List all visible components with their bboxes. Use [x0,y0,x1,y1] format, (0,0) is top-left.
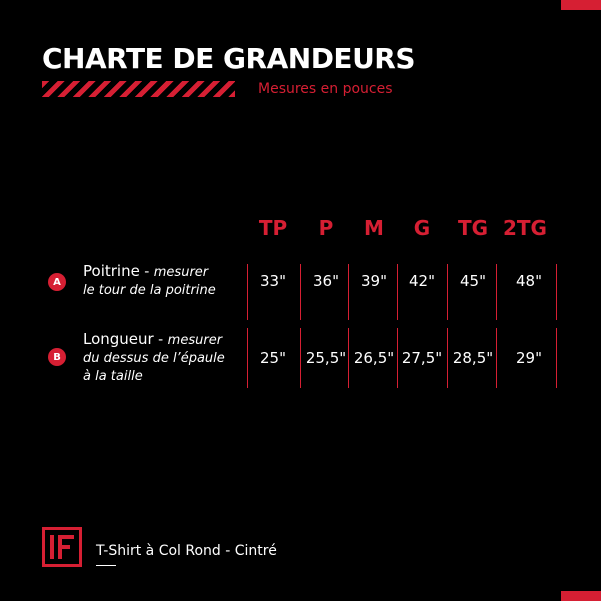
size-header-tg: TG [457,216,489,240]
row-a-desc-1: mesurer [153,265,209,280]
row-b-value-m: 26,5" [353,349,395,367]
row-b-badge: B [48,348,66,366]
size-header-tp: TP [258,216,288,240]
column-divider [556,264,557,320]
if-logo-icon [42,527,82,567]
row-b-sep: - [153,332,168,348]
row-b-value-g: 27,5" [401,349,443,367]
row-b-desc-2: du dessus de l’épaule [83,351,225,366]
size-header-g: G [413,216,431,240]
row-b-desc-3: à la taille [83,369,143,384]
row-a-sep: - [139,264,154,280]
product-underline [96,565,116,566]
column-divider [496,264,497,320]
chart-subtitle: Mesures en pouces [258,81,393,97]
row-a-value-m: 39" [361,272,387,290]
column-divider [397,264,398,320]
row-a-label [83,262,216,300]
stripe-decoration [42,81,235,97]
row-a-value-tg: 45" [460,272,486,290]
column-divider [556,328,557,388]
column-divider [447,264,448,320]
row-a-desc-2: le tour de la poitrine [83,283,216,298]
row-b-value-tg: 28,5" [452,349,494,367]
size-header-m: M [364,216,384,240]
size-header-2tg: 2TG [503,216,547,240]
column-divider [348,328,349,388]
row-b-name: Longueur [83,330,154,348]
size-header-p: P [318,216,334,240]
column-divider [300,264,301,320]
row-b-value-2tg: 29" [516,349,542,367]
row-a-value-tp: 33" [260,272,286,290]
corner-accent-top [561,0,601,10]
column-divider [496,328,497,388]
row-b-value-p: 25,5" [305,349,347,367]
corner-accent-bottom [561,591,601,601]
chart-title: CHARTE DE GRANDEURS [42,42,416,75]
column-divider [247,264,248,320]
column-divider [300,328,301,388]
column-divider [348,264,349,320]
row-a-value-2tg: 48" [516,272,542,290]
row-b-value-tp: 25" [260,349,286,367]
row-b-label [83,330,225,386]
column-divider [247,328,248,388]
row-a-name: Poitrine [83,262,140,280]
column-divider [397,328,398,388]
row-a-value-p: 36" [313,272,339,290]
product-name: T-Shirt à Col Rond - Cintré [96,543,277,559]
row-b-desc-1: mesurer [167,333,223,348]
column-divider [447,328,448,388]
row-a-badge: A [48,273,66,291]
row-a-value-g: 42" [409,272,435,290]
